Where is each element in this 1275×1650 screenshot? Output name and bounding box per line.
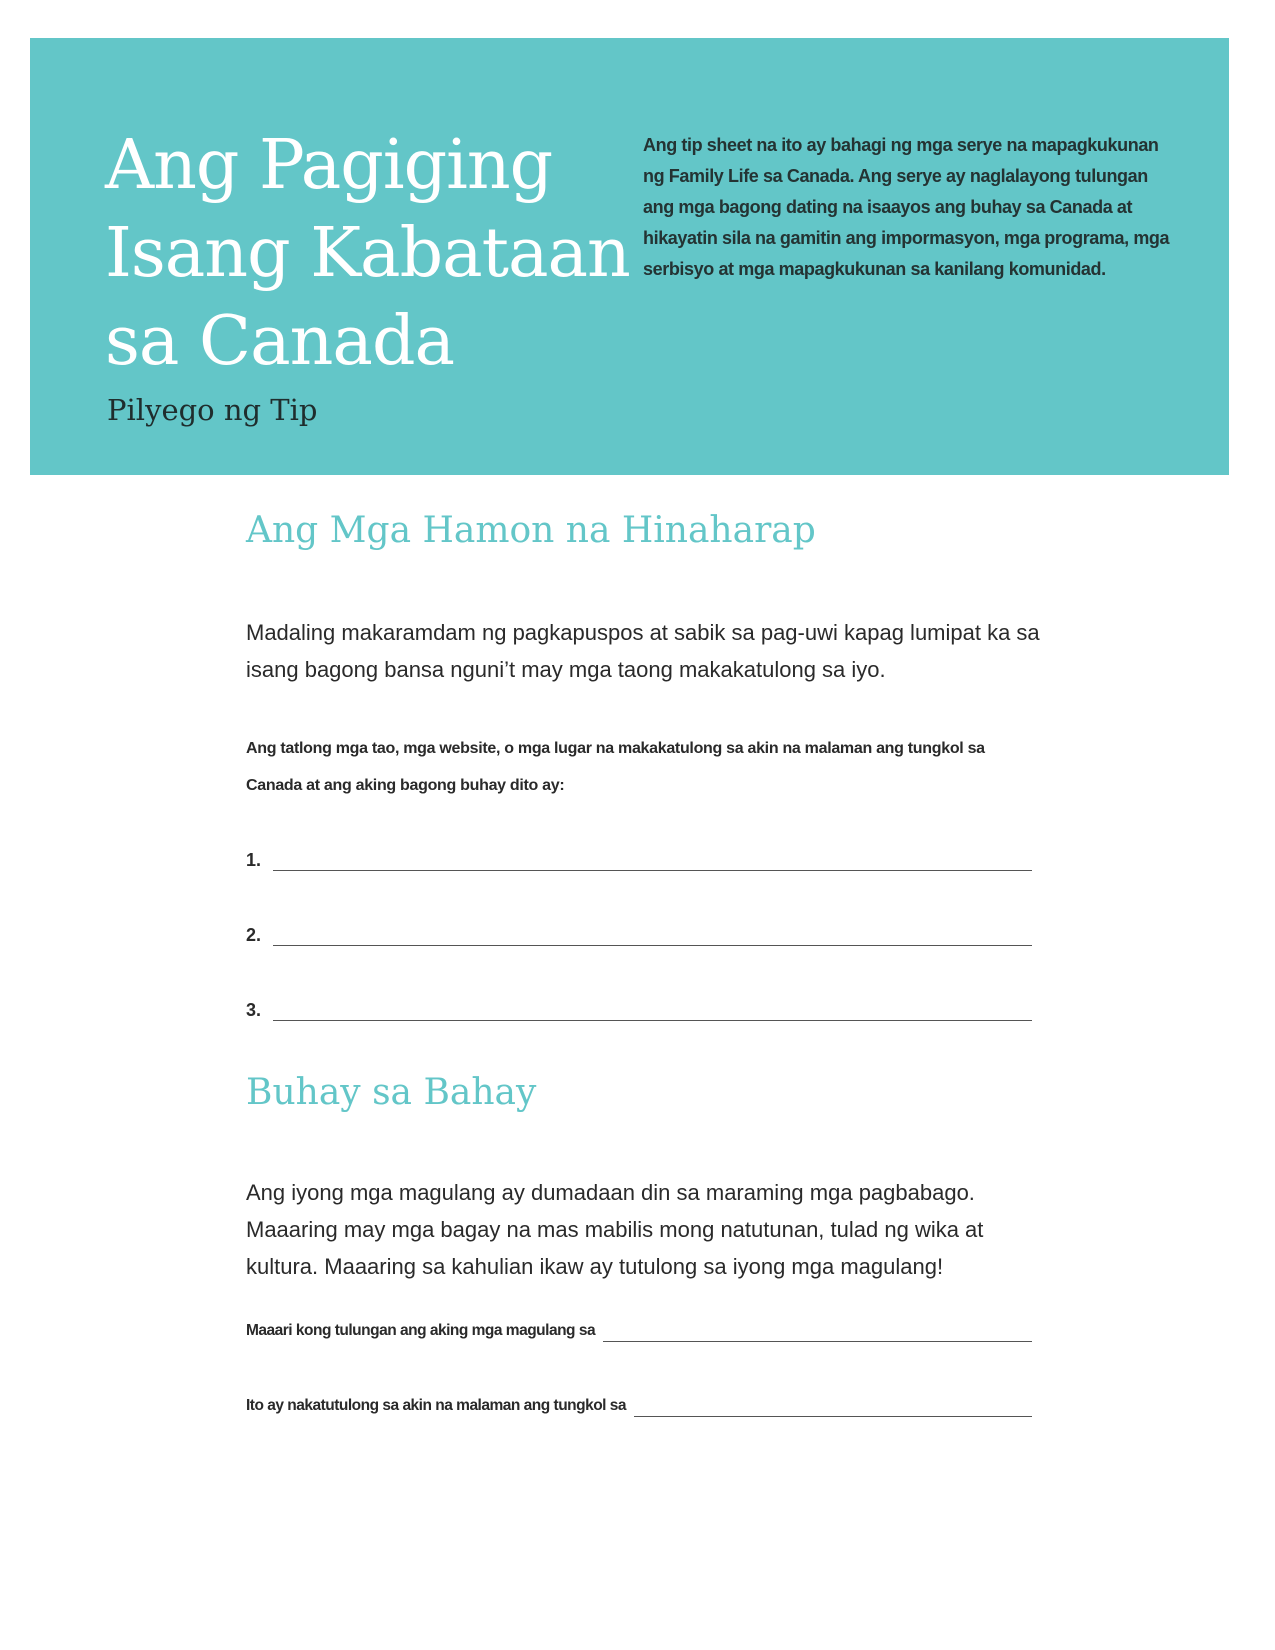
answer-blank[interactable] (273, 850, 1032, 871)
fill-blank[interactable] (603, 1321, 1032, 1342)
header-banner (30, 38, 1229, 475)
answer-blank[interactable] (273, 925, 1032, 946)
section-heading-challenges: Ang Mga Hamon na Hinaharap (246, 510, 816, 551)
answer-line-2[interactable] (246, 920, 1032, 946)
answer-number: 2. (246, 925, 262, 945)
intro-text: Ang tip sheet na ito ay bahagi ng mga serye na mapagkukunan ng Family Life sa Canada. Ang serye ay naglalayong tulungan ang mga bagong dating na isaayos ang buhay sa Canada at hikayatin sila na gamitin ang impormasyon, mga programa, mga serbisyo at mga mapagkukunan sa kanilang komunidad. (643, 135, 1170, 279)
answer-line-1[interactable] (246, 845, 1032, 871)
helpers-prompt: Ang tatlong mga tao, mga website, o mga lugar na makakatulong sa akin na malaman ang tungkol sa Canada at ang aking bagong buhay dito ay: (246, 740, 985, 794)
fill-label: Maaari kong tulungan ang aking mga magulang sa (246, 1322, 596, 1339)
page-subtitle: Pilyego ng Tip (107, 393, 318, 427)
section-heading-home-life: Buhay sa Bahay (246, 1072, 537, 1113)
answer-line-3[interactable] (246, 995, 1032, 1021)
section-body-challenges: Madaling makaramdam ng pagkapuspos at sabik sa pag-uwi kapag lumipat ka sa isang bagong bansa nguni’t may mga taong makakatulong sa iyo. (246, 620, 1040, 682)
page-title: Ang Pagiging Isang Kabataan sa Canada (105, 126, 630, 381)
fill-blank[interactable] (634, 1396, 1032, 1417)
answer-blank[interactable] (273, 1000, 1032, 1021)
section-body-home-life: Ang iyong mga magulang ay dumadaan din sa maraming mga pagbabago. Maaaring may mga bagay na mas mabilis mong natutunan, tulad ng wika at kultura. Maaaring sa kahulian ikaw ay tutulong sa iyong mga magulang! (246, 1180, 984, 1279)
answer-number: 3. (246, 1000, 262, 1020)
fill-line-help-parents[interactable] (246, 1316, 1032, 1342)
answer-number: 1. (246, 850, 262, 870)
fill-label: Ito ay nakatutulong sa akin na malaman ang tungkol sa (246, 1397, 627, 1414)
fill-line-learn-about[interactable] (246, 1391, 1032, 1417)
